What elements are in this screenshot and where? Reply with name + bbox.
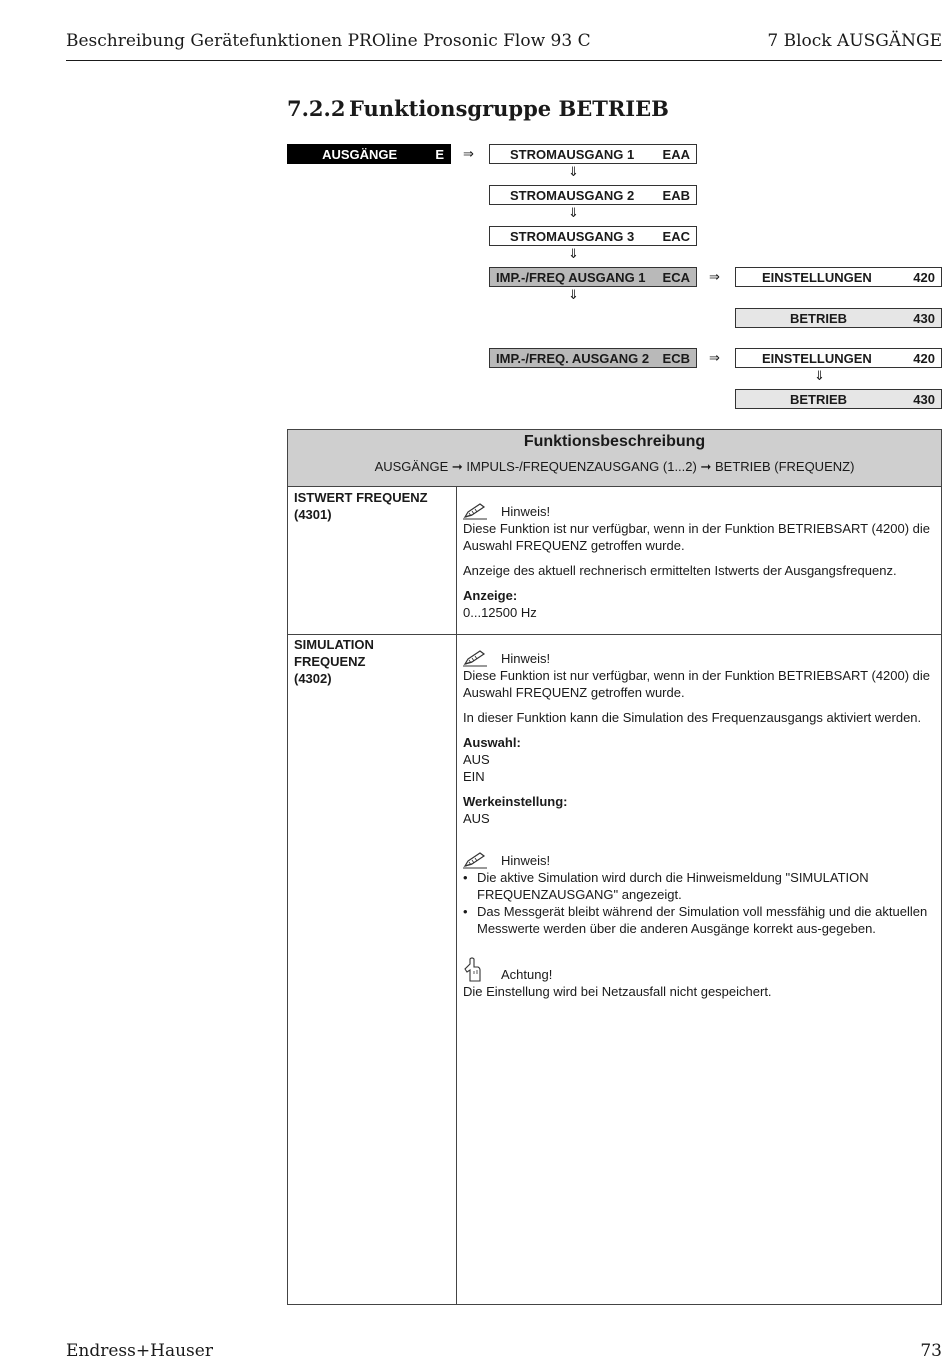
note-bullet-list [463, 869, 933, 937]
function-name-simulation-frequenz [294, 636, 374, 687]
group-imp-freq-ausgang-1 [489, 267, 697, 287]
caution-label: Achtung! [501, 967, 553, 982]
arrow-down-icon: ⇓ [568, 287, 579, 302]
caution-hand-icon [463, 957, 487, 983]
group-code: EAA [662, 146, 690, 162]
function-description: Anzeige des aktuell rechnerisch ermittelten Istwerts der Ausgangsfrequenz. [463, 563, 897, 578]
function-code: (4302) [294, 671, 332, 686]
sub-betrieb-1 [735, 308, 942, 328]
note-pencil-icon [463, 851, 487, 869]
note-pencil-icon [463, 649, 487, 667]
block-code: E [435, 146, 444, 162]
group-imp-freq-ausgang-2 [489, 348, 697, 368]
section-title-text: Funktionsgruppe BETRIEB [349, 96, 669, 121]
caution-text: Die Einstellung wird bei Netzausfall nicht gespeichert. [463, 984, 772, 999]
sub-code: 430 [913, 310, 935, 326]
default-setting-label: Werkeinstellung: [463, 794, 568, 809]
group-code: EAB [662, 187, 690, 203]
group-label: IMP.-/FREQ. AUSGANG 2 [496, 350, 650, 366]
function-description-table [287, 429, 942, 1305]
block-ausgaenge [287, 144, 451, 164]
sub-einstellungen-2 [735, 348, 942, 368]
sub-label: BETRIEB [790, 310, 848, 326]
arrow-down-icon: ⇓ [814, 368, 825, 383]
display-value: 0...12500 Hz [463, 605, 537, 620]
arrow-down-icon: ⇓ [568, 246, 579, 261]
row-divider [288, 634, 941, 635]
list-item: • Die aktive Simulation wird durch die Hinweismeldung "SIMULATION FREQUENZAUSGANG" angezeigt. [477, 869, 933, 903]
sub-einstellungen-1 [735, 267, 942, 287]
header-rule [66, 60, 942, 61]
table-header [288, 430, 941, 487]
function-name-line: ISTWERT FREQUENZ [294, 490, 428, 505]
display-label: Anzeige: [463, 588, 518, 603]
list-item: • Das Messgerät bleibt während der Simulation voll messfähig und die aktuellen Messwerte werden über die anderen Ausgänge korrekt aus-gegeben. [477, 903, 933, 937]
function-name-line: SIMULATION [294, 637, 374, 652]
section-title [287, 96, 669, 121]
caution [463, 957, 933, 983]
menu-path [288, 459, 941, 475]
sub-label: EINSTELLUNGEN [762, 350, 872, 366]
path-item: IMPULS-/FREQUENZAUSGANG (1...2) [466, 459, 697, 474]
arrow-right-icon: ⇒ [709, 350, 720, 365]
arrow-down-icon: ⇓ [568, 164, 579, 179]
function-desc-simulation-frequenz [463, 649, 933, 1000]
note-label: Hinweis! [501, 853, 551, 868]
function-name-line: FREQUENZ [294, 654, 366, 669]
section-number: 7.2.2 [287, 96, 346, 121]
note-label: Hinweis! [501, 504, 551, 519]
group-code: EAC [662, 228, 690, 244]
path-item: AUSGÄNGE [374, 459, 449, 474]
selection-option: AUS [463, 752, 490, 767]
note [463, 649, 933, 667]
path-item: BETRIEB (FREQUENZ) [715, 459, 855, 474]
note-text: Diese Funktion ist nur verfügbar, wenn in der Funktion BETRIEBSART (4200) die Auswahl FREQUENZ getroffen wurde. [463, 668, 931, 700]
note-pencil-icon [463, 502, 487, 520]
function-desc-istwert-frequenz [463, 502, 933, 621]
group-stromausgang-2 [489, 185, 697, 205]
block-label: AUSGÄNGE [322, 146, 398, 162]
group-label: STROMAUSGANG 1 [510, 146, 635, 162]
function-description: In dieser Funktion kann die Simulation des Frequenzausgangs aktiviert werden. [463, 710, 922, 725]
column-divider [456, 487, 457, 1304]
arrow-right-icon: ⇒ [709, 269, 720, 284]
group-label: STROMAUSGANG 2 [510, 187, 635, 203]
path-arrow-icon: ➞ [451, 459, 463, 474]
selection-option: EIN [463, 769, 485, 784]
function-code: (4301) [294, 507, 332, 522]
group-label: IMP.-/FREQ AUSGANG 1 [496, 269, 646, 285]
sub-code: 430 [913, 391, 935, 407]
group-label: STROMAUSGANG 3 [510, 228, 635, 244]
running-header-chapter: 7 Block AUSGÄNGE [767, 31, 942, 51]
sub-label: EINSTELLUNGEN [762, 269, 872, 285]
note [463, 851, 933, 869]
group-code: ECA [662, 269, 690, 285]
sub-label: BETRIEB [790, 391, 848, 407]
group-stromausgang-3 [489, 226, 697, 246]
group-stromausgang-1 [489, 144, 697, 164]
path-arrow-icon: ➞ [700, 459, 712, 474]
running-header-title: Beschreibung Gerätefunktionen PROline Prosonic Flow 93 C [66, 31, 591, 51]
arrow-right-icon: ⇒ [463, 146, 474, 161]
note [463, 502, 933, 520]
function-name-istwert-frequenz [294, 489, 428, 523]
page-number: 73 [920, 1341, 942, 1361]
group-code: ECB [662, 350, 690, 366]
arrow-down-icon: ⇓ [568, 205, 579, 220]
default-setting-value: AUS [463, 811, 490, 826]
note-label: Hinweis! [501, 651, 551, 666]
sub-code: 420 [913, 269, 935, 285]
sub-code: 420 [913, 350, 935, 366]
footer-brand: Endress+Hauser [66, 1341, 213, 1361]
note-text: Diese Funktion ist nur verfügbar, wenn in der Funktion BETRIEBSART (4200) die Auswahl FREQUENZ getroffen wurde. [463, 521, 931, 553]
selection-label: Auswahl: [463, 735, 521, 750]
table-title: Funktionsbeschreibung [523, 433, 706, 450]
sub-betrieb-2 [735, 389, 942, 409]
